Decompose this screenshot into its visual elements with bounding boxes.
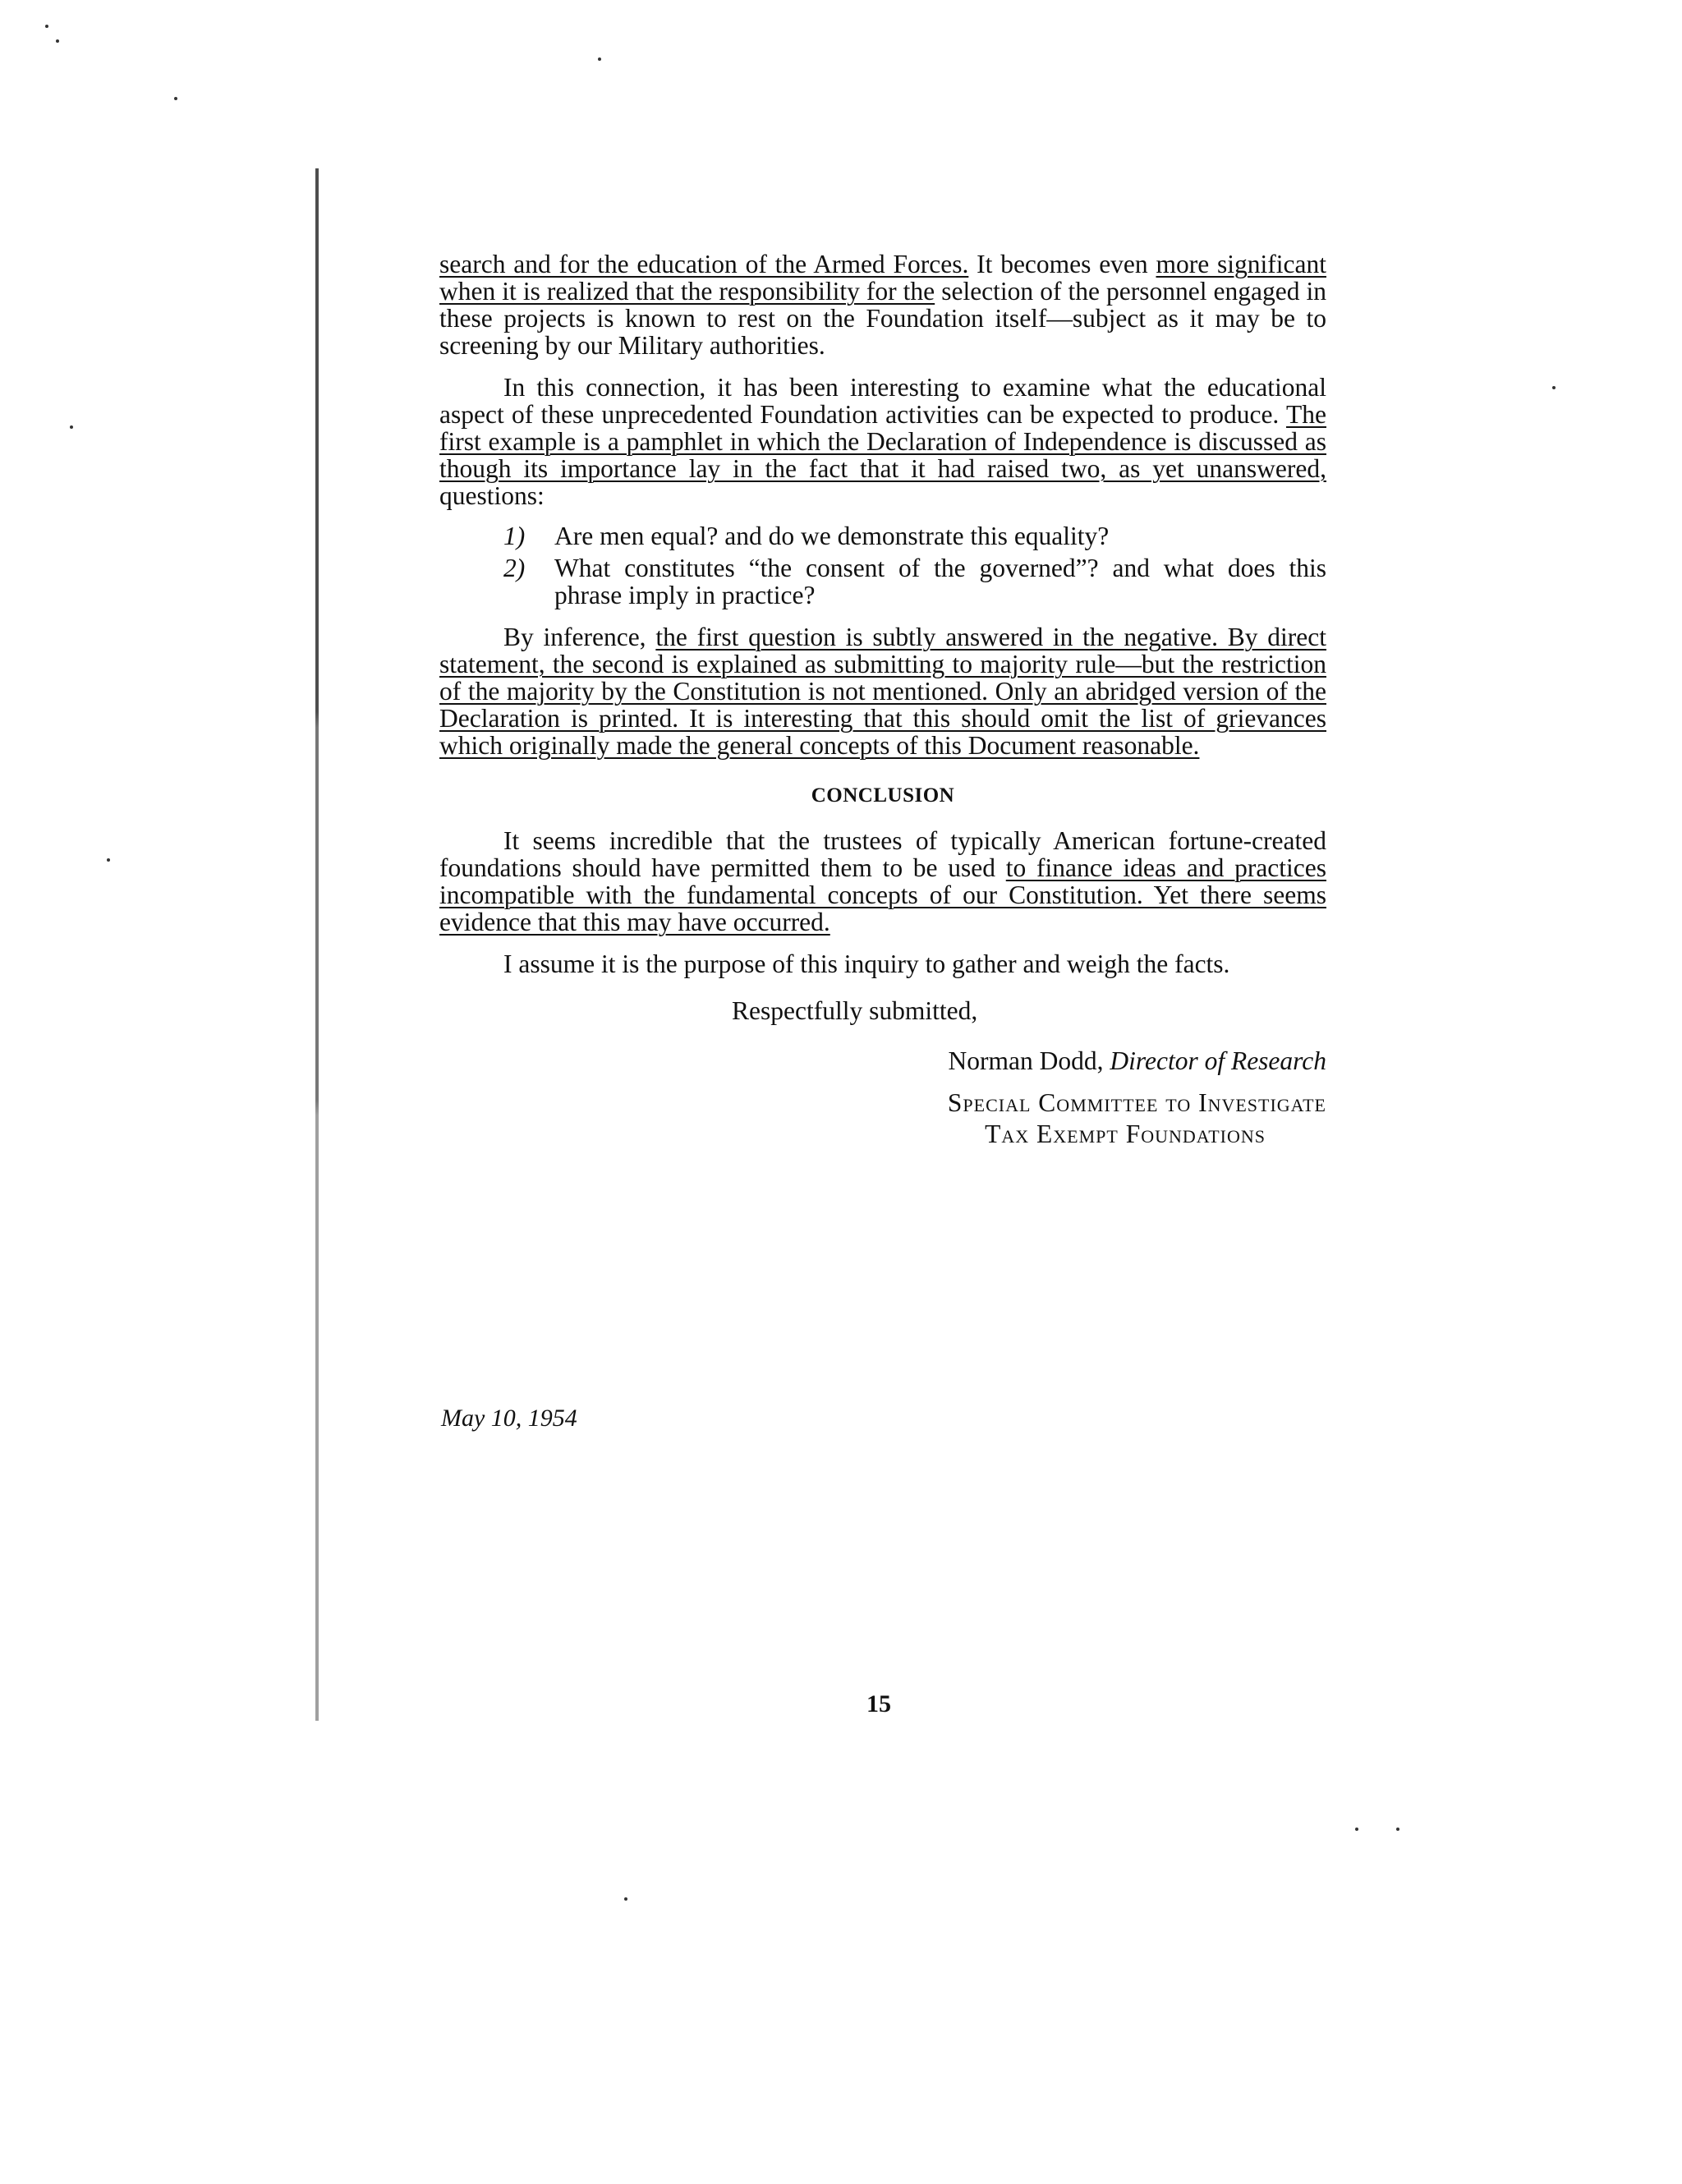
- scan-speck: [1552, 386, 1556, 389]
- list-item: [503, 554, 1326, 609]
- paragraph: I assume it is the purpose of this inquiry to gather and weigh the facts.: [503, 949, 1230, 978]
- text-span: By inference,: [503, 623, 656, 651]
- page-number: 15: [866, 1690, 891, 1717]
- signoff: Respectfully submitted,: [732, 996, 978, 1025]
- signer-name: Norman Dodd,: [948, 1046, 1110, 1075]
- scan-speck: [107, 858, 110, 862]
- scan-speck: [1355, 1828, 1358, 1831]
- text-span: It becomes even: [968, 250, 1148, 278]
- scan-speck: [174, 97, 177, 100]
- underlined-text: The first example is a pamphlet in which the Declaration of Independence is discussed as though its importance lay in the fact that it had raised two, as yet unanswered,: [439, 400, 1326, 483]
- scan-speck: [45, 25, 48, 28]
- signature-organization: [439, 1087, 1326, 1150]
- signer-title: Director of Research: [1110, 1046, 1326, 1075]
- underlined-text: to finance ideas and practices incompatible with the fundamental concepts of our Constitution. Yet there seems evidence that this may have occurred.: [439, 853, 1326, 936]
- list-marker: 2): [503, 554, 526, 582]
- paragraph: [439, 623, 1326, 759]
- underlined-text: more significant when it is realized that the responsibility for the: [439, 250, 1326, 306]
- text-span: selection of the personnel engaged in these projects is known to rest on the Foundation itself—subject as it may be to screening by our Military authorities.: [439, 277, 1327, 360]
- scan-speck: [56, 39, 59, 43]
- list-item-text: What constitutes “the consent of the governed”? and what does this phrase imply in practice?: [554, 554, 1326, 609]
- text-span: questions:: [439, 481, 545, 510]
- scan-speck: [70, 425, 73, 429]
- list-marker: 1): [503, 522, 526, 550]
- scan-speck: [598, 57, 601, 61]
- text-span: It seems incredible that the trustees of typically American fortune-created foundations should have permitted them to be used: [439, 826, 1326, 882]
- question-list: [503, 522, 1326, 609]
- text-span: In this connection, it has been interesting to examine what the educational aspect of these unprecedented Foundation activities can be expected to produce.: [439, 373, 1326, 429]
- signature-name: [439, 1047, 1326, 1074]
- scan-speck: [1396, 1828, 1399, 1831]
- org-line: Special Committee to Investigate: [947, 1088, 1326, 1117]
- paragraph: [439, 374, 1326, 509]
- section-heading: CONCLUSION: [811, 784, 955, 807]
- underlined-text: search and for the education of the Armed Forces.: [439, 250, 969, 278]
- body-text: [439, 251, 1326, 1150]
- margin-line: [315, 168, 319, 1721]
- document-date: May 10, 1954: [441, 1405, 577, 1432]
- paragraph: [439, 251, 1326, 359]
- paragraph: [439, 827, 1326, 936]
- list-item: [503, 522, 1326, 549]
- org-line: Tax Exempt Foundations: [985, 1120, 1266, 1148]
- list-item-text: Are men equal? and do we demonstrate this equality?: [554, 522, 1110, 550]
- scan-speck: [624, 1897, 627, 1901]
- underlined-text: the first question is subtly answered in the negative. By direct statement, the second is explained as submitting to majority rule—but the restriction of the majority by the Constitution is not mentioned. Only an abridged version of the Declaration is printed. It is interesting that this should omit the list of grievances which originally made the general concepts of this Document reasonable.: [439, 623, 1327, 760]
